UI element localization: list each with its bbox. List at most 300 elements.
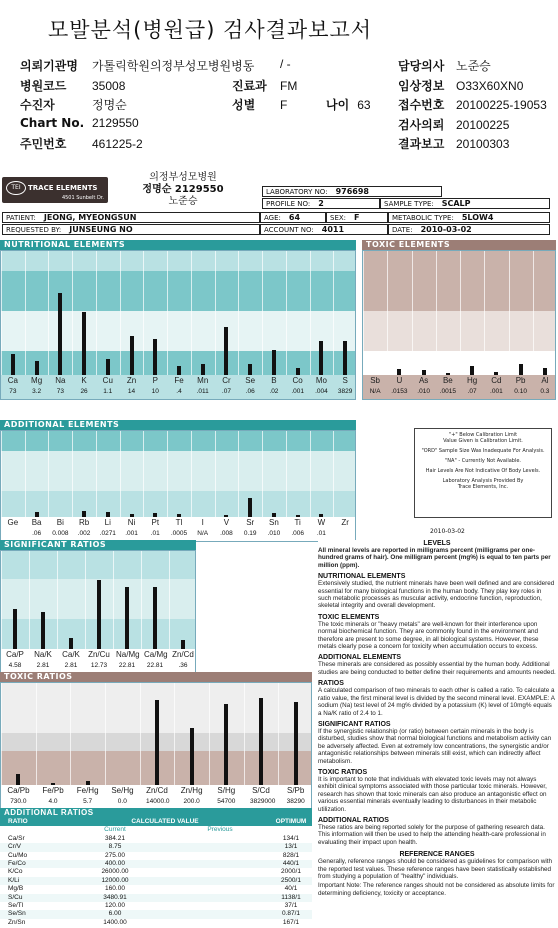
significant-value: 4.58 <box>8 662 22 669</box>
significant-bar-zn-cu <box>97 580 101 649</box>
toxic-range-band <box>363 251 555 311</box>
significant-label: Zn/Cd <box>172 650 194 659</box>
toxic-value: .07 <box>467 388 477 395</box>
nutritional-column-divider <box>167 251 168 375</box>
header-left-value: 가톨릭학원의정부성모병원병동 <box>92 59 255 73</box>
table-row <box>0 860 312 868</box>
interpretation-text: These ratios are being reported solely for the purpose of gathering research data. This information will then be used to help the attending health-care professional in evaluating their impact upon health. <box>318 823 546 846</box>
nutritional-bar-mo <box>319 341 323 375</box>
additional-label: Ti <box>294 518 301 527</box>
table-row <box>0 910 312 918</box>
toxic-bar-u <box>397 369 401 375</box>
nutritional-column-divider <box>215 251 216 375</box>
table-cell: Ca/Sr <box>8 834 25 842</box>
table-cell: 384.21 <box>105 834 125 842</box>
toxic-label: U <box>396 376 403 385</box>
toxic-column-divider <box>387 251 388 375</box>
nutritional-column-divider <box>25 251 26 375</box>
additional-value: .006 <box>291 530 304 537</box>
nutritional-bar-s <box>343 341 347 375</box>
nutritional-value: .07 <box>221 388 231 395</box>
toxic_ratios-column-divider <box>70 683 71 785</box>
toxic_ratios-label: Zn/Hg <box>180 786 203 795</box>
header-left-key: 병원코드 <box>20 78 67 93</box>
nutritional-label: Fe <box>174 376 184 385</box>
toxic_ratios-column-divider <box>36 683 37 785</box>
reference-ranges-heading: REFERENCE RANGES <box>399 851 475 859</box>
table-row <box>0 902 312 910</box>
nutritional-value: .02 <box>269 388 279 395</box>
nutritional-value: 3829 <box>337 388 353 395</box>
toxic_ratios-label: Se/Hg <box>111 786 134 795</box>
header-left-value: 35008 <box>92 78 126 93</box>
table-row <box>0 835 312 843</box>
significant-value: 2.81 <box>64 662 78 669</box>
table-cell: 2500/1 <box>281 876 301 884</box>
significant-column-divider <box>85 551 86 649</box>
toxic-column-divider <box>436 251 437 375</box>
nutritional-value: .004 <box>315 388 328 395</box>
interpretation-heading: ADDITIONAL RATIOS <box>318 816 389 824</box>
value: 64 <box>288 213 301 222</box>
additional-bar-tl <box>177 514 181 517</box>
lab-logo <box>2 177 108 203</box>
significant-column-divider <box>29 551 30 649</box>
header-right-value: 20100225 <box>456 117 510 132</box>
additional-bar-ti <box>296 515 300 517</box>
header-right-key: 검사의뢰 <box>398 117 445 132</box>
table-row <box>0 843 312 851</box>
header-right-row <box>398 57 491 74</box>
additional-bar-pt <box>153 513 157 517</box>
nutritional-range-band <box>1 251 355 271</box>
nutritional-label: Ca <box>7 376 18 385</box>
header-left-row <box>20 116 139 130</box>
table-cell: 12000.00 <box>101 876 129 884</box>
table-cell <box>170 910 270 918</box>
interpretation-column <box>318 540 556 928</box>
significant-column-divider <box>141 551 142 649</box>
value: 4011 <box>321 225 345 234</box>
nutritional-column-divider <box>96 251 97 375</box>
nutritional-label: Se <box>245 376 256 385</box>
table-cell: S/Cu <box>8 893 23 901</box>
additional-value: .01 <box>316 530 326 537</box>
nutritional-column-divider <box>191 251 192 375</box>
legend-box <box>414 428 552 518</box>
header-mid-key: 성별 <box>232 98 256 112</box>
toxic_ratios-label: S/Pb <box>286 786 305 795</box>
nutritional-value: 1.1 <box>103 388 113 395</box>
legend-line: Value Given is Calibration Limit. <box>443 438 523 444</box>
table-cell: 8.75 <box>108 843 122 851</box>
value: 2010-03-02 <box>420 225 472 234</box>
levels-text: All mineral levels are reported in milligrams percent (milligrams per one-hundred grams of hair). One milligram percent (mg%) is equal to ten parts per million (ppm). <box>318 547 551 569</box>
nutritional-column-divider <box>48 251 49 375</box>
nutritional-value: 26 <box>80 388 88 395</box>
value: F <box>354 213 360 222</box>
additional-range-band <box>1 431 355 451</box>
toxic-value: .0015 <box>439 388 457 395</box>
toxic_ratios-value: 5.7 <box>83 798 93 805</box>
nutritional-value: 73 <box>56 388 64 395</box>
header-calc: CALCULATED VALUE <box>131 818 199 825</box>
header-right-key: 담당의사 <box>398 59 445 73</box>
additional-value: .06 <box>32 530 42 537</box>
table-cell: Se/Tl <box>8 901 24 909</box>
table-row <box>0 919 312 927</box>
significant-column-divider <box>169 551 170 649</box>
toxic_ratios-label: S/Cd <box>252 786 270 795</box>
additional-label: Ge <box>7 518 19 527</box>
toxic-label: Sb <box>370 376 381 385</box>
table-cell <box>170 885 270 893</box>
nutritional-column-divider <box>286 251 287 375</box>
profile-no <box>262 198 380 209</box>
toxic_ratios-label: Fe/Hg <box>76 786 99 795</box>
nutritional-range-band <box>1 271 355 311</box>
additional-column-divider <box>96 431 97 517</box>
interpretation-heading: NUTRITIONAL ELEMENTS <box>318 573 406 581</box>
header-left-key: 주민번호 <box>20 137 67 151</box>
label: DATE: <box>392 226 413 234</box>
additional-label: I <box>201 518 204 527</box>
toxic-column-divider <box>363 251 364 375</box>
toxic_ratios-value: 730.0 <box>10 798 27 805</box>
table-cell: 37/1 <box>284 901 298 909</box>
toxic_ratios-column-divider <box>278 683 279 785</box>
additional-value: .0271 <box>99 530 116 537</box>
patient-age <box>260 212 326 223</box>
header-left-key: 수진자 <box>20 98 55 112</box>
value: JUNSEUNG NO <box>69 225 133 234</box>
header-age-value: 63 <box>357 98 371 112</box>
toxic_ratios-column-divider <box>1 683 2 785</box>
toxic-bar-be <box>446 373 450 375</box>
table-cell: 120.00 <box>105 901 125 909</box>
table-cell: 160.00 <box>105 885 125 893</box>
significant-label: Ca/K <box>62 650 80 659</box>
stamp-patient: 정명순 2129550 <box>142 184 224 195</box>
levels-heading: LEVELS <box>423 540 451 547</box>
report-date <box>388 224 550 235</box>
interpretation-text: It is important to note that individuals with elevated toxic levels may not always exhibit clinical symptoms associated with those particular toxic minerals. However, research has shown that toxic minerals can also produce an antagonistic effect on various essential minerals eventually leading to disturbances in their metabolic utilization. <box>318 775 547 813</box>
label: SEX: <box>330 214 347 222</box>
toxic-value: .010 <box>417 388 430 395</box>
table-cell: 1138/1 <box>281 893 301 901</box>
nutritional-value: .011 <box>196 388 209 395</box>
additional-column-divider <box>262 431 263 517</box>
interpretation-heading: ADDITIONAL ELEMENTS <box>318 654 402 662</box>
interpretation-text: A calculated comparison of two minerals to each other is called a ratio. To calculate a ratio value, the first mineral level is divided by the second mineral level. EXAMPLE: A sodium (Na) test level of 24 mg% divided by a potassium (K) level of 10mg% equals a Na/K ratio of 2.4 to 1. <box>318 687 555 717</box>
additional-label: Sn <box>269 518 279 527</box>
header-right-key: 접수번호 <box>398 98 445 112</box>
table-cell <box>170 894 270 902</box>
toxic-bar-pb <box>519 364 523 375</box>
nutritional-title: NUTRITIONAL ELEMENTS <box>0 240 356 250</box>
toxic-range-band <box>363 351 555 375</box>
subheader-current: Current <box>104 826 126 834</box>
nutritional-value: .06 <box>245 388 255 395</box>
nutritional-label: Zn <box>126 376 137 385</box>
significant-column-divider <box>113 551 114 649</box>
header-optimum: OPTIMUM <box>275 818 307 825</box>
toxic_ratios-bar-fe-hg <box>86 781 90 785</box>
additional-column-divider <box>310 431 311 517</box>
header-mid-value: F <box>280 98 288 112</box>
nutritional-value: .4 <box>176 388 182 395</box>
table-cell: 2000/1 <box>281 868 301 876</box>
additional-title: ADDITIONAL ELEMENTS <box>0 420 356 430</box>
additional-label: Pt <box>151 518 160 527</box>
additional-bar-v <box>224 515 228 517</box>
toxic_ratios-column-divider <box>244 683 245 785</box>
nutritional-column-divider <box>310 251 311 375</box>
table-cell: Mg/B <box>8 885 24 893</box>
table-header <box>0 818 312 826</box>
nutritional-bar-p <box>153 339 157 375</box>
significant-value: .36 <box>178 662 188 669</box>
toxic-label: Hg <box>467 376 478 385</box>
significant-bar-na-k <box>41 612 45 649</box>
additional-column-divider <box>143 431 144 517</box>
header-right-key: 결과보고 <box>398 137 445 151</box>
table-cell <box>170 860 270 868</box>
significant-label: Ca/Mg <box>144 650 168 659</box>
significant-range-band <box>1 551 195 579</box>
additional-column-divider <box>72 431 73 517</box>
significant-label: Ca/P <box>6 650 24 659</box>
additional-column-divider <box>286 431 287 517</box>
table-cell: 134/1 <box>282 834 300 842</box>
label: PROFILE NO: <box>266 200 311 208</box>
additional-value: .008 <box>220 530 233 537</box>
header-right-key: 임상정보 <box>398 78 445 93</box>
table-cell: Cr/V <box>8 843 21 851</box>
additional-bar-li <box>106 512 110 517</box>
table-cell: 6.00 <box>108 910 122 918</box>
nutritional-value: 14 <box>127 388 136 395</box>
interpretation-heading: RATIOS <box>318 680 344 688</box>
label: REQUESTED BY: <box>6 226 62 234</box>
toxic_ratios-value: 4.0 <box>48 798 58 805</box>
value: JEONG, MYEONGSUN <box>43 213 137 222</box>
additional-value: 0.008 <box>52 530 69 537</box>
header-age-key: 나이 <box>326 98 350 112</box>
nutritional-column-divider <box>1 251 2 375</box>
nutritional-column-divider <box>120 251 121 375</box>
additional-label: W <box>317 518 326 527</box>
additional-label: Ni <box>127 518 136 527</box>
toxic-bar-hg <box>470 366 474 375</box>
toxic-label: Al <box>541 376 549 385</box>
stamp-doctor: 노준승 <box>168 196 198 207</box>
interpretation-text: Extensively studied, the nutrient minerals have been well defined and are considered essential for many biological functions in the human body. They play key roles in such metabolic processes as muscular activity, endocrine function, reproduction, skeletal integrity and overall development. <box>318 580 555 610</box>
header-left-row <box>20 135 143 152</box>
header-right-value: 20100303 <box>456 137 510 151</box>
table-cell: K/Li <box>8 876 20 884</box>
header-left-value: 461225-2 <box>92 137 143 151</box>
header-left-row <box>20 77 125 94</box>
interpretation-text: If the synergistic relationship (or ratio) between certain minerals in the body is disturbed, studies show that normal biological functions and metabolism activity can be adversely affected. Even at extremely low concentrations, the synergistic and/or antagonistic relationships between minerals still exist, which can indirectly affect metabolism. <box>318 727 552 765</box>
significant-bar-zn-cd <box>181 640 185 649</box>
toxic-value: N/A <box>369 388 381 395</box>
table-row <box>0 885 312 893</box>
toxic_ratios-column-divider <box>174 683 175 785</box>
additional-bar-rb <box>82 511 86 517</box>
table-cell <box>170 835 270 843</box>
nutritional-label: Mo <box>315 376 327 385</box>
table-cell <box>170 902 270 910</box>
table-row <box>0 894 312 902</box>
lab-name: TRACE ELEMENTS <box>28 184 98 192</box>
toxic-value: 0.10 <box>514 388 527 395</box>
additional-column-divider <box>25 431 26 517</box>
legend-line: Hair Levels Are Not Indicative Of Body Levels. <box>425 468 541 474</box>
additional-column-divider <box>238 431 239 517</box>
additional-column-divider <box>215 431 216 517</box>
additional-label: Bi <box>56 518 64 527</box>
nutritional-panel <box>0 250 356 400</box>
report-title: 모발분석(병원급) 검사결과보고서 <box>48 18 373 42</box>
table-cell: Fe/Co <box>8 859 26 867</box>
additional-column-divider <box>333 431 334 517</box>
header-right-row <box>398 135 509 152</box>
toxic-bar-al <box>543 368 547 375</box>
table-cell: 275.00 <box>105 851 125 859</box>
table-cell: 13/1 <box>284 843 298 851</box>
interpretation-heading: SIGNIFICANT RATIOS <box>318 720 391 728</box>
table-cell: 440/1 <box>282 859 300 867</box>
nutritional-column-divider <box>72 251 73 375</box>
legend-line: "ORD" Sample Size Was Inadequate For Analysis. <box>421 448 545 454</box>
significant-value: 12.73 <box>90 662 108 669</box>
header-mid-row <box>232 57 291 71</box>
nutritional-value: .001 <box>291 388 304 395</box>
additional-value: .002 <box>77 530 91 537</box>
toxic-label: As <box>418 376 429 385</box>
metabolic-type <box>388 212 550 223</box>
header-mid-row <box>232 77 297 94</box>
table-cell: 400.00 <box>105 859 125 867</box>
nutritional-label: P <box>152 376 158 385</box>
additional-column-divider <box>120 431 121 517</box>
table-cell <box>170 843 270 851</box>
stamp-hospital: 의정부성모병원 <box>149 172 217 183</box>
toxic-title: TOXIC ELEMENTS <box>362 240 556 250</box>
toxic-column-divider <box>460 251 461 375</box>
toxic_ratios-value: 38290 <box>286 798 305 805</box>
label: AGE: <box>264 214 281 222</box>
toxic_ratios-bar-s-pb <box>294 702 298 785</box>
header-left-row <box>20 57 254 74</box>
value: SCALP <box>441 199 471 208</box>
table-cell: Zn/Sn <box>8 918 26 926</box>
toxic_ratios-panel <box>0 682 312 810</box>
header-right-row <box>398 116 509 133</box>
significant-label: Na/Mg <box>116 650 140 659</box>
header-mid-row <box>232 96 287 113</box>
legend-line: Laboratory Analysis Provided By <box>442 478 524 484</box>
additional-value: .010 <box>267 530 281 537</box>
additional-label: V <box>223 518 230 527</box>
nutritional-bar-b <box>272 350 276 375</box>
interpretation-text: The toxic minerals or "heavy metals" are well-known for their interference upon normal biochemical function. They are commonly found in the environment and therefore are present to some degree, in all biological systems. However, these metals clearly pose a concern for toxicity when accumulation occurs to excess. <box>318 620 539 651</box>
header-right-value: 20100225-19053 <box>456 98 547 112</box>
significant-label: Zn/Cu <box>88 650 110 659</box>
additional-value: .0005 <box>170 530 188 537</box>
header-mid-value: / - <box>280 57 291 71</box>
significant-value: 22.81 <box>146 662 164 669</box>
header-mid-value: FM <box>280 78 298 93</box>
toxic-value: .0153 <box>391 388 408 395</box>
significant-bar-ca-p <box>13 609 17 649</box>
additional-column-divider <box>167 431 168 517</box>
toxic_ratios-value: 200.0 <box>183 798 200 805</box>
value: 976698 <box>335 187 369 196</box>
toxic_ratios-label: Fe/Pb <box>42 786 64 795</box>
header-right-value: O33X60XN0 <box>456 78 524 93</box>
table-cell: 167/1 <box>282 918 300 926</box>
label: LABORATORY NO: <box>266 188 328 196</box>
nutritional-bar-mg <box>35 361 39 375</box>
additional-column-divider <box>191 431 192 517</box>
table-cell: 40/1 <box>284 885 298 893</box>
table-row <box>0 868 312 876</box>
header-left-key: 의뢰기관명 <box>20 59 78 73</box>
report-header <box>0 172 558 240</box>
additional-bar-sn <box>272 513 276 517</box>
toxic-label: Be <box>442 376 453 385</box>
header-left-row <box>20 96 127 113</box>
toxic-bar-cd <box>494 372 498 375</box>
lab-emblem-icon: TEI <box>6 181 26 195</box>
nutritional-column-divider <box>262 251 263 375</box>
toxic_ratios-column-divider <box>105 683 106 785</box>
requested-by <box>2 224 260 235</box>
nutritional-column-divider <box>143 251 144 375</box>
header-left-value: 2129550 <box>92 115 139 130</box>
toxic_ratios-bar-fe-pb <box>51 783 55 785</box>
toxic_ratios-label: Zn/Cd <box>146 786 168 795</box>
nutritional-label: S <box>342 376 348 385</box>
significant-bar-ca-mg <box>153 587 157 649</box>
nutritional-bar-cr <box>224 327 228 375</box>
nutritional-bar-cu <box>106 359 110 375</box>
toxic_ratios-value: 3829000 <box>250 798 276 805</box>
significant-bar-na-mg <box>125 587 129 649</box>
header-right-row <box>398 96 547 113</box>
toxic_ratios-value: 54700 <box>217 798 236 805</box>
reference-ranges-text: Generally, reference ranges should be considered as guidelines for comparison with the reported test values. These reference ranges have been statistically established from studying a population of "healthy" individuals. <box>318 858 553 880</box>
significant-title: SIGNIFICANT RATIOS <box>0 540 196 550</box>
nutritional-value: 10 <box>151 388 159 395</box>
significant-panel <box>0 550 196 674</box>
toxic-value: 0.3 <box>540 388 550 395</box>
patient-name <box>2 212 260 223</box>
header-ratio: RATIO <box>8 818 28 825</box>
header-mid-key: 진료과 <box>232 78 267 93</box>
table-cell: K/Co <box>8 868 23 876</box>
toxic_ratios-label: S/Hg <box>217 786 236 795</box>
value: 2 <box>318 199 324 208</box>
nutritional-label: Cu <box>102 376 113 385</box>
label: METABOLIC TYPE: <box>392 214 454 222</box>
header-right-row <box>398 77 523 94</box>
toxic-bar-as <box>422 370 426 375</box>
toxic_ratios-bar-ca-pb <box>16 774 20 785</box>
significant-value: 22.81 <box>118 662 136 669</box>
